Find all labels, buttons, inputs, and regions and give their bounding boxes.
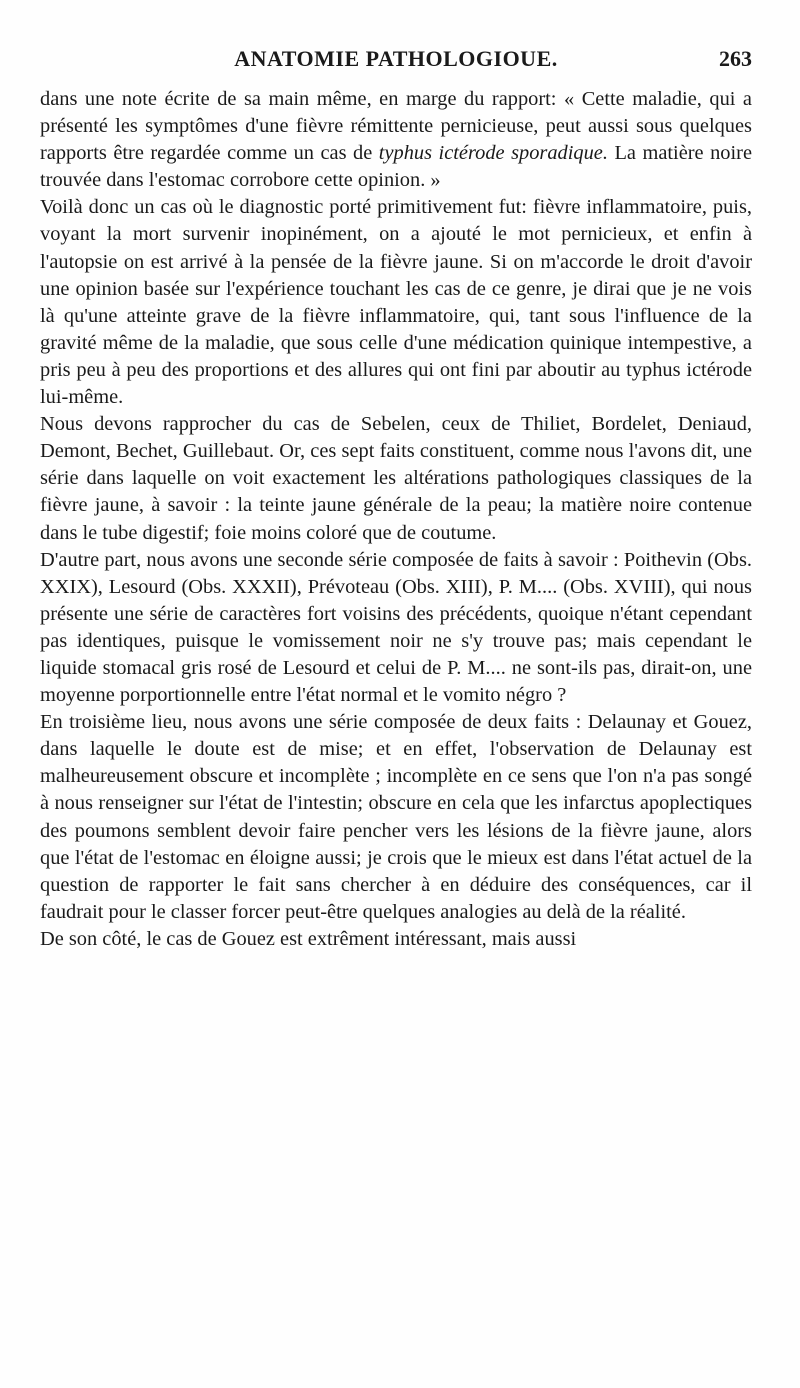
running-title: ANATOMIE PATHOLOGIOUE. — [234, 46, 558, 71]
body-text — [40, 86, 752, 953]
paragraph-4: D'autre part, nous avons une seconde série composée de faits à savoir : Poithevin (Obs. XXIX), Lesourd (Obs. XXXII), Prévoteau (Obs. XIII), P. M.... (Obs. XVIII), qui nous présente une série de caractères fort voisins des précédents, quoique n'étant cependant pas identiques, puisque le vomissement noir ne s'y trouve pas; mais cependant le liquide stomacal gris rosé de Lesourd et celui de P. M.... ne sont-ils pas, dirait-on, une moyenne porportionnelle entre l'état normal et le vomito négro ? — [40, 548, 752, 707]
paragraph-1-text-after: La matière noire trouvée dans l'estomac corrobore cette opinion. » — [40, 142, 752, 192]
paragraph-1 — [40, 86, 752, 194]
page-number: 263 — [719, 46, 752, 71]
running-head — [40, 46, 752, 76]
paragraph-6: De son côté, le cas de Gouez est extrêment intéressant, mais aussi — [40, 927, 577, 950]
paragraph-3: Nous devons rapprocher du cas de Sebelen, ceux de Thiliet, Bordelet, Deniaud, Demont, Bechet, Guillebaut. Or, ces sept faits constituent, comme nous l'avons dit, une série dans laquelle on voit exactement les altérations pathologiques classiques de la fièvre jaune, à savoir : la teinte jaune générale de la peau; la matière noire contenue dans le tube digestif; foie moins coloré que de coutume. — [40, 413, 752, 544]
paragraph-5: En troisième lieu, nous avons une série composée de deux faits : Delaunay et Gouez, dans laquelle le doute est de mise; et en effet, l'observation de Delaunay est malheureusement obscure et incomplète ; incomplète en ce sens que l'on n'a pas songé à nous renseigner sur l'état de l'intestin; obscure en cela que les infarctus apoplectiques des poumons semblent devoir faire pencher vers les lésions de la fièvre jaune, alors que l'état de l'estomac en éloigne aussi; je crois que le mieux est dans l'état actuel de la question de rapporter le fait sans chercher à en déduire des conséquences, car il faudrait pour le classer forcer peut-être quelques analogies au delà de la réalité. — [40, 711, 752, 923]
paragraph-1-text-before: dans une note écrite de sa main même, en marge du rapport: « Cette maladie, qui a présenté les symptômes d'une fièvre rémittente pernicieuse, peut aussi sous quelques rapports être regardée comme un cas de — [40, 88, 752, 165]
paragraph-1-italic-term: typhus ictérode sporadique. — [378, 142, 608, 165]
paragraph-2: Voilà donc un cas où le diagnostic porté primitivement fut: fièvre inflammatoire, puis, voyant la mort survenir inopinément, on a ajouté le mot pernicieux, et enfin à l'autopsie on est arrivé à la pensée de la fièvre jaune. Si on m'accorde le droit d'avoir une opinion basée sur l'expérience touchant les cas de ce genre, je dirai que je ne vois là qu'une atteinte grave de la fièvre inflammatoire, qui, tant sous l'influence de la gravité même de la maladie, que sous celle d'une médication quinique intempestive, a pris peu à peu des proportions et des allures qui ont fini par aboutir au typhus ictérode lui-même. — [40, 196, 752, 409]
